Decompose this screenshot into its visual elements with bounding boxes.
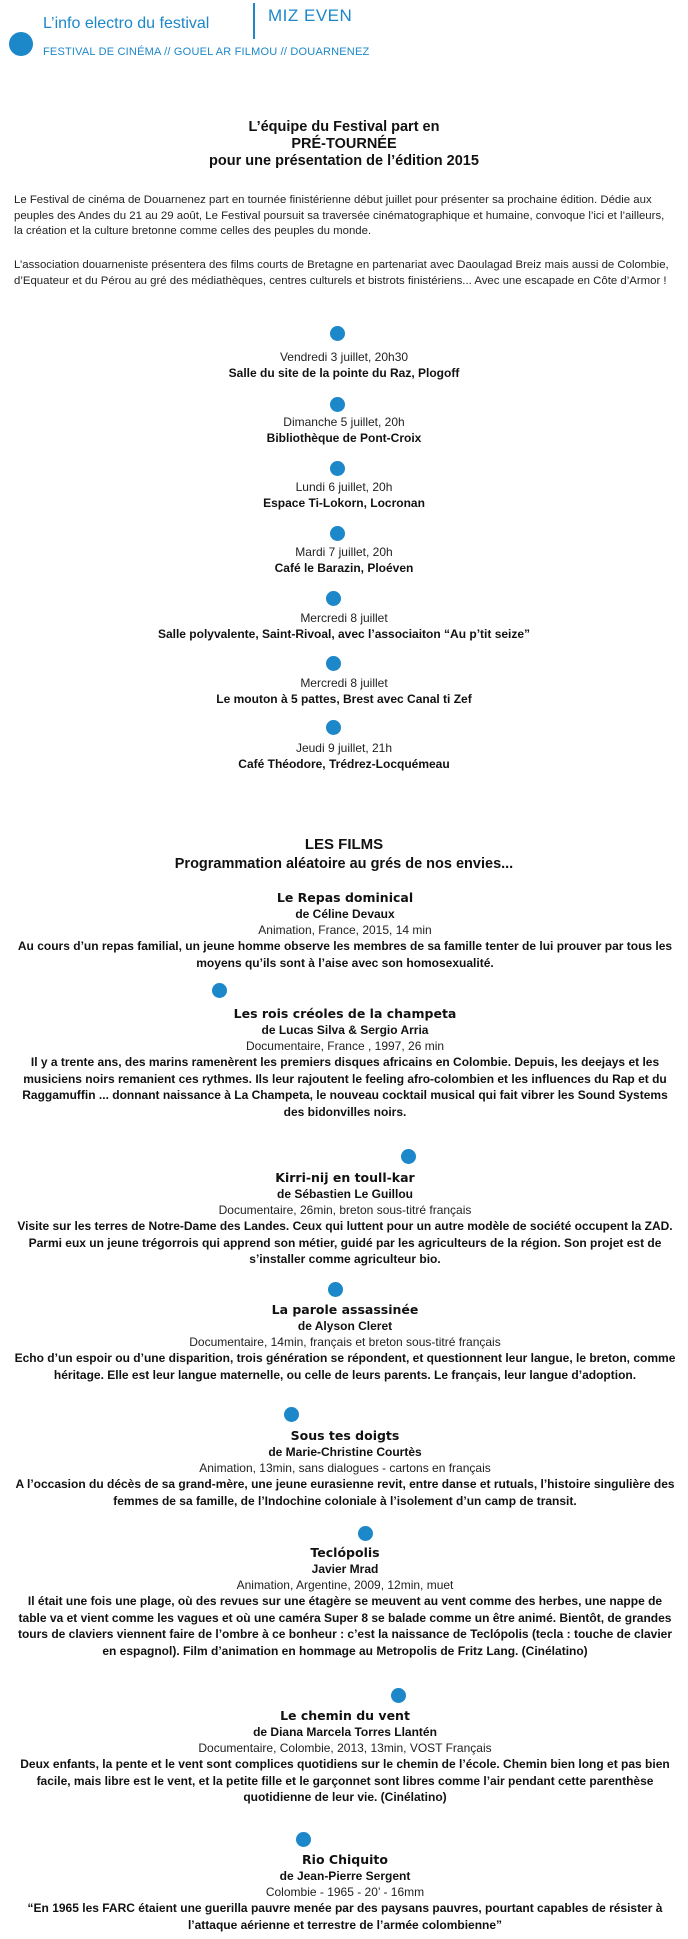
event-bullet-icon [326,720,341,735]
intro-paragraph-2: L’association douarneniste présentera des films courts de Bretagne en partenariat avec Daoulagad Breiz mais aussi de Colombie, d’Equateur et du Pérou au gré des médiathèques, centres culturels et bistrots finistériens... Avec une escapade en Côte d’Armor ! [14,259,669,287]
film-synopsis: Il y a trente ans, des marins ramenèrent les premiers disques africains en Colombie. Depuis, les deejays et les musiciens noirs remanient ces rythmes. Ils leur rajoutent le feeling afro-colombien et les influences du Rap et du Raggamuffin ... donnant naissance à La Champeta, le nouveau cocktail musical qui fait vibrer les Sound Systems des bidonvilles noirs. [22,1055,668,1119]
film-director: de Lucas Silva & Sergio Arria [261,1023,429,1037]
film-director: de Jean-Pierre Sergent [279,1869,411,1883]
film-entry [14,1544,676,1659]
film-entry [14,1005,676,1120]
event-date: Lundi 6 juillet, 20h [295,480,393,494]
film-synopsis: Visite sur les terres de Notre-Dame des Landes. Ceux qui luttent pour un autre modèle de société occupent la ZAD. Parmi eux un jeune trégorrois qui apprend son métier, guidé par les agriculteurs de la région. Son projet est de s’installer comme agriculteur bio. [17,1219,673,1266]
film-bullet-icon [401,1149,416,1164]
film-info: Documentaire, Colombie, 2013, 13min, VOST Français [198,1741,492,1755]
film-entry [14,1169,676,1268]
film-synopsis: Deux enfants, la pente et le vent sont complices quotidiens sur le chemin de l’école. Chemin bien long et pas bien facile, mais libre est le vent, et la petite fille et le garçonnet sont libres comme l’air pendant cette parenthèse quotidienne de leur vie. (Cinélatino) [20,1757,670,1804]
film-title: Teclópolis [310,1545,380,1560]
event-place: Espace Ti-Lokorn, Locronan [263,496,425,510]
film-director: de Sébastien Le Guillou [276,1187,414,1201]
film-synopsis: Il était une fois une plage, où des revues sur une étagère se meuvent au vent comme des herbes, une nappe de table va et vient comme les vagues et où une caméra Super 8 se balade comme un être animé. Bientôt, de grandes tours de claviers viennent faire de l’ombre à ce bonheur : c’est la naissance de Teclópolis (tecla : touche de clavier en espagnol). Film d’animation en hommage au Metropolis de Fritz Lang. (Cinélatino) [17,1594,672,1658]
film-entry [14,1851,676,1933]
event-place: Bibliothèque de Pont-Croix [266,431,422,445]
film-synopsis: Au cours d’un repas familial, un jeune homme observe les membres de sa famille tenter de lui prouver par tous les moyens qu’ils sont à l’aise avec son homosexualité. [17,939,673,970]
page-title [0,119,688,170]
logo-dot-icon [9,32,33,56]
event-date: Dimanche 5 juillet, 20h [283,415,405,429]
page-header [0,0,688,70]
film-director: de Céline Devaux [295,907,395,921]
film-info: Animation, France, 2015, 14 min [258,923,432,937]
event-place: Le mouton à 5 pattes, Brest avec Canal ti Zef [216,692,472,706]
film-bullet-icon [212,983,227,998]
author-name: MIZ EVEN [268,6,353,25]
event-place: Salle du site de la pointe du Raz, Plogoff [228,366,460,380]
event-place: Café Théodore, Trédrez-Locquémeau [238,757,450,771]
event-date: Mercredi 8 juillet [300,611,388,625]
film-title: Le Repas dominical [276,890,414,905]
film-info: Colombie - 1965 - 20’ - 16mm [265,1885,425,1899]
film-director: de Diana Marcela Torres Llantén [253,1725,437,1739]
event-date: Mardi 7 juillet, 20h [295,545,393,559]
film-info: Documentaire, 26min, breton sous-titré français [218,1203,472,1217]
film-director: de Marie-Christine Courtès [268,1445,422,1459]
film-title: Le chemin du vent [280,1708,410,1723]
film-director: de Alyson Cleret [297,1319,393,1333]
intro-paragraph-1: Le Festival de cinéma de Douarnenez part en tournée finistérienne début juillet pour présenter sa prochaine édition. Dédie aux peuples des Andes du 21 au 29 août, Le Festival poursuit sa traversée cinématographique et humaine, convoque l’ici et l’ailleurs, la création et la culture bretonne comme celles des peuples du monde. [14,194,665,237]
title-line-3: pour une présentation de l’édition 2015 [209,153,479,169]
films-section-subtitle: Programmation aléatoire au grés de nos envies... [174,856,514,872]
title-line-1: L’équipe du Festival part en [248,119,440,135]
film-info: Animation, Argentine, 2009, 12min, muet [236,1578,454,1592]
film-entry [14,1301,676,1383]
film-title: La parole assassinée [271,1302,419,1317]
films-section-title: LES FILMS [304,836,384,853]
title-line-2: PRÉ-TOURNÉE [291,136,397,152]
event-place: Café le Barazin, Ploéven [274,561,414,575]
film-bullet-icon [358,1526,373,1541]
event-date: Jeudi 9 juillet, 21h [295,741,393,755]
event-date: Mercredi 8 juillet [300,676,388,690]
event-bullet-icon [326,656,341,671]
film-entry [14,1707,676,1806]
film-synopsis: “En 1965 les FARC étaient une guerilla pauvre menée par des paysans pauvres, pourtant capables de résister à l’attaque aérienne et terrestre de l’armée colombienne” [27,1901,663,1932]
film-title: Kirri-nij en toull-kar [275,1170,415,1185]
event-bullet-icon [330,397,345,412]
event-bullet-icon [326,591,341,606]
event-bullet-icon [330,326,345,341]
film-title: Rio Chiquito [302,1852,388,1867]
film-info: Animation, 13min, sans dialogues - cartons en français [199,1461,491,1475]
film-info: Documentaire, 14min, français et breton sous-titré français [189,1335,501,1349]
event-bullet-icon [330,526,345,541]
event-date: Vendredi 3 juillet, 20h30 [279,350,409,364]
event-bullet-icon [330,461,345,476]
film-synopsis: A l’occasion du décès de sa grand-mère, une jeune eurasienne revit, entre danse et rutuals, l’histoire singulière des femmes de sa famille, de l’Indochine coloniale à l’isolement d’un camp de transit. [15,1477,675,1508]
film-bullet-icon [391,1688,406,1703]
brand-title: L’info electro du festival [43,15,210,32]
film-entry [14,1427,676,1509]
film-bullet-icon [284,1407,299,1422]
film-entry [14,889,676,971]
film-bullet-icon [296,1832,311,1847]
film-info: Documentaire, France , 1997, 26 min [245,1039,445,1053]
festival-subtitle: FESTIVAL DE CINÉMA // GOUEL AR FILMOU // DOUARNENEZ [43,46,370,58]
film-bullet-icon [328,1282,343,1297]
film-synopsis: Echo d’un espoir ou d’une disparition, trois génération se répondent, et questionnent leur langue, le breton, comme héritage. Elle est leur langue maternelle, ou celle de leurs parents. Le français, leur langue d’adoption. [14,1351,676,1382]
film-title: Les rois créoles de la champeta [233,1006,457,1021]
film-director: Javier Mrad [311,1562,379,1576]
header-divider [253,3,255,39]
event-place: Salle polyvalente, Saint-Rivoal, avec l’associaiton “Au p’tit seize” [157,627,531,641]
film-title: Sous tes doigts [290,1428,400,1443]
